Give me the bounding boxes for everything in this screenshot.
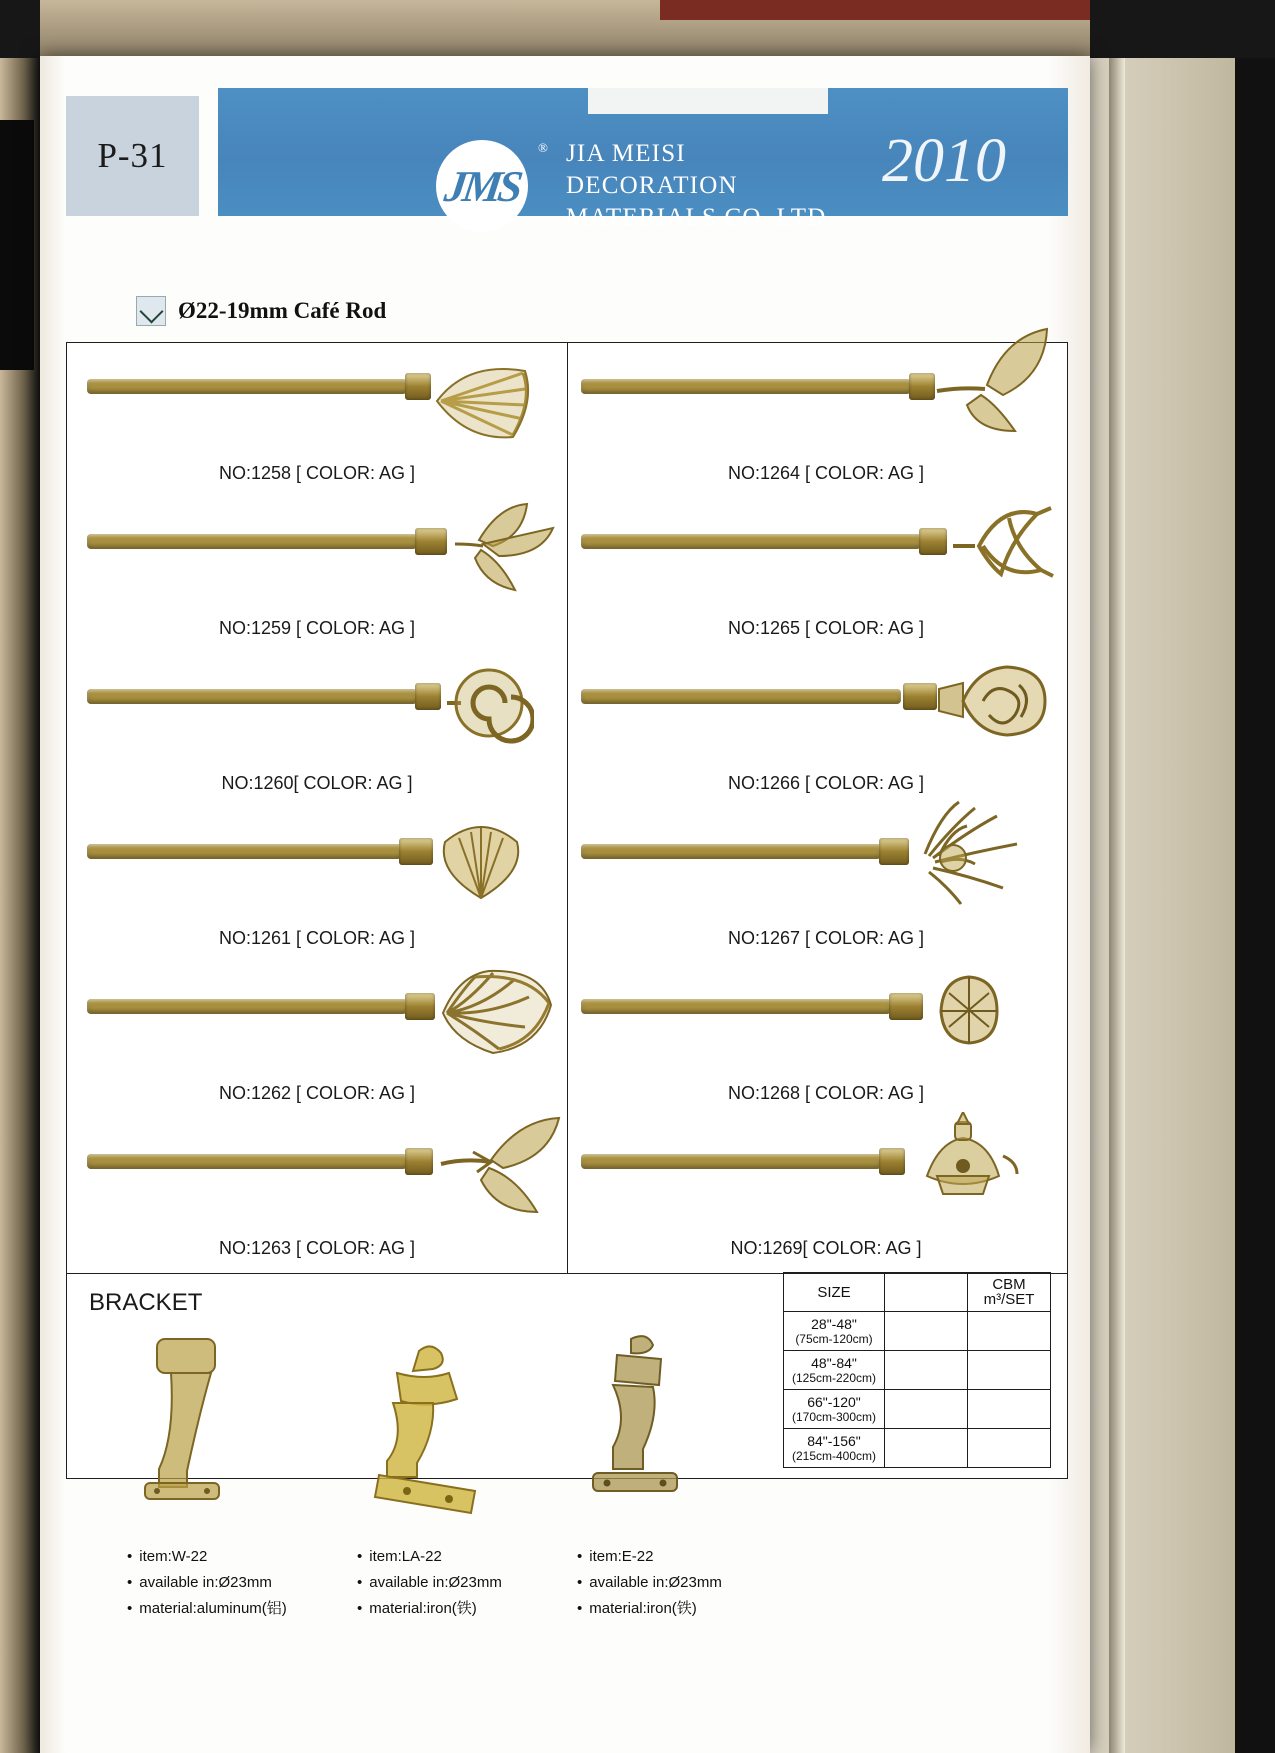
table-row bbox=[784, 1429, 1051, 1468]
bracket-availability: • available in:Ø23mm bbox=[577, 1570, 737, 1596]
product-caption: NO:1260[ COLOR: AG ] bbox=[221, 773, 413, 793]
size-metric: (75cm-120cm) bbox=[795, 1332, 873, 1346]
size-cell bbox=[784, 1390, 885, 1429]
table-header-size: SIZE bbox=[784, 1273, 885, 1312]
size-cell bbox=[784, 1312, 885, 1351]
company-name bbox=[566, 138, 826, 234]
bracket-availability: • available in:Ø23mm bbox=[357, 1570, 517, 1596]
ivy-leaf-finial bbox=[449, 498, 569, 593]
bracket-spec-list bbox=[577, 1544, 737, 1622]
product-item[interactable] bbox=[567, 653, 1067, 808]
size-inch: 48"-84" bbox=[811, 1355, 857, 1371]
table-header-blank bbox=[885, 1273, 968, 1312]
company-line-3: MATERIALS CO.,LTD bbox=[566, 204, 827, 231]
size-table bbox=[783, 1272, 1051, 1468]
company-logo bbox=[436, 140, 528, 232]
bracket-spec-list bbox=[127, 1544, 287, 1622]
product-item[interactable] bbox=[567, 343, 1067, 498]
page-fold bbox=[1109, 0, 1125, 1753]
product-column-right bbox=[567, 343, 1067, 1273]
product-item[interactable] bbox=[567, 1118, 1067, 1273]
product-grid bbox=[66, 342, 1068, 1617]
product-caption: NO:1269[ COLOR: AG ] bbox=[730, 1238, 922, 1258]
section-title: Ø22-19mm Café Rod bbox=[178, 298, 387, 323]
urn-spire-finial bbox=[903, 1112, 1023, 1217]
bracket-item-code: • item:LA-22 bbox=[357, 1544, 517, 1570]
catalog-year: 2010 bbox=[882, 127, 1006, 195]
product-item[interactable] bbox=[67, 343, 567, 498]
wheat-bouquet-finial bbox=[905, 792, 1035, 912]
product-caption: NO:1258 [ COLOR: AG ] bbox=[218, 463, 416, 483]
scallop-shell-finial bbox=[431, 812, 531, 907]
filigree-oval-finial bbox=[933, 659, 1053, 744]
bracket-item[interactable] bbox=[357, 1333, 517, 1622]
table-row bbox=[784, 1312, 1051, 1351]
product-item[interactable] bbox=[67, 498, 567, 653]
bracket-item-code: • item:E-22 bbox=[577, 1544, 737, 1570]
table-row bbox=[784, 1390, 1051, 1429]
product-item[interactable] bbox=[67, 653, 567, 808]
sheet-surface bbox=[40, 56, 1090, 1753]
product-item[interactable] bbox=[67, 963, 567, 1118]
company-line-2: DECORATION bbox=[566, 172, 738, 199]
size-metric: (215cm-400cm) bbox=[791, 1449, 877, 1463]
double-leaf-finial bbox=[433, 1112, 573, 1222]
company-line-1: JIA MEISI bbox=[566, 140, 686, 167]
size-col3 bbox=[968, 1312, 1051, 1351]
logo-monogram: JMS bbox=[441, 161, 523, 211]
open-cage-finial bbox=[949, 504, 1059, 589]
fan-shell-finial bbox=[427, 355, 537, 445]
size-col2 bbox=[885, 1312, 968, 1351]
size-inch: 28"-48" bbox=[811, 1316, 857, 1332]
bracket-material: • material:iron(铁) bbox=[577, 1596, 737, 1622]
product-item[interactable] bbox=[67, 808, 567, 963]
size-inch: 66"-120" bbox=[807, 1394, 861, 1410]
acorn-lattice-finial bbox=[921, 971, 1011, 1051]
bracket-availability: • available in:Ø23mm bbox=[127, 1570, 287, 1596]
product-caption: NO:1264 [ COLOR: AG ] bbox=[727, 463, 925, 483]
product-item[interactable] bbox=[67, 1118, 567, 1273]
page-code-box bbox=[66, 96, 199, 216]
bracket-e22-image bbox=[577, 1333, 737, 1528]
bracket-item[interactable] bbox=[127, 1333, 287, 1622]
page-code: P-31 bbox=[97, 136, 168, 175]
product-item[interactable] bbox=[567, 808, 1067, 963]
twin-leaf-finial bbox=[931, 319, 1061, 439]
catalog-sheet bbox=[40, 56, 1090, 1753]
product-caption: NO:1267 [ COLOR: AG ] bbox=[727, 928, 925, 948]
product-caption: NO:1259 [ COLOR: AG ] bbox=[218, 618, 416, 638]
size-col3 bbox=[968, 1390, 1051, 1429]
bracket-w22-image bbox=[127, 1333, 287, 1528]
size-inch: 84"-156" bbox=[807, 1433, 861, 1449]
size-col2 bbox=[885, 1351, 968, 1390]
crown-fan-finial bbox=[429, 963, 569, 1063]
size-col3 bbox=[968, 1429, 1051, 1468]
product-column-left bbox=[67, 343, 567, 1273]
bracket-section-title: BRACKET bbox=[89, 1289, 203, 1316]
size-cell bbox=[784, 1429, 885, 1468]
section-heading bbox=[136, 296, 386, 326]
size-col2 bbox=[885, 1390, 968, 1429]
brand-header-bar bbox=[218, 88, 1068, 231]
size-col2 bbox=[885, 1429, 968, 1468]
registered-mark-icon: ® bbox=[538, 140, 548, 155]
size-cell bbox=[784, 1351, 885, 1390]
bracket-la22-image bbox=[357, 1333, 517, 1528]
product-caption: NO:1265 [ COLOR: AG ] bbox=[727, 618, 925, 638]
product-item[interactable] bbox=[567, 963, 1067, 1118]
size-metric: (125cm-220cm) bbox=[791, 1371, 877, 1385]
bracket-item[interactable] bbox=[577, 1333, 737, 1622]
table-header-row bbox=[784, 1273, 1051, 1312]
table-row bbox=[784, 1351, 1051, 1390]
product-caption: NO:1263 [ COLOR: AG ] bbox=[218, 1238, 416, 1258]
photo-top-red-band bbox=[660, 0, 1090, 20]
photo-right-edge bbox=[1235, 0, 1275, 1753]
product-caption: NO:1261 [ COLOR: AG ] bbox=[218, 928, 416, 948]
size-metric: (170cm-300cm) bbox=[791, 1410, 877, 1424]
product-caption: NO:1268 [ COLOR: AG ] bbox=[727, 1083, 925, 1103]
product-caption: NO:1266 [ COLOR: AG ] bbox=[727, 773, 925, 793]
arrow-box-icon bbox=[136, 296, 166, 326]
product-item[interactable] bbox=[567, 498, 1067, 653]
bracket-material: • material:aluminum(铝) bbox=[127, 1596, 287, 1622]
table-header-cbm: CBM m³/SET bbox=[968, 1273, 1051, 1312]
bracket-item-code: • item:W-22 bbox=[127, 1544, 287, 1570]
bracket-material: • material:iron(铁) bbox=[357, 1596, 517, 1622]
size-col3 bbox=[968, 1351, 1051, 1390]
photo-left-shadow bbox=[0, 120, 34, 370]
bracket-spec-list bbox=[357, 1544, 517, 1622]
product-caption: NO:1262 [ COLOR: AG ] bbox=[218, 1083, 416, 1103]
spiral-finial bbox=[439, 661, 534, 746]
